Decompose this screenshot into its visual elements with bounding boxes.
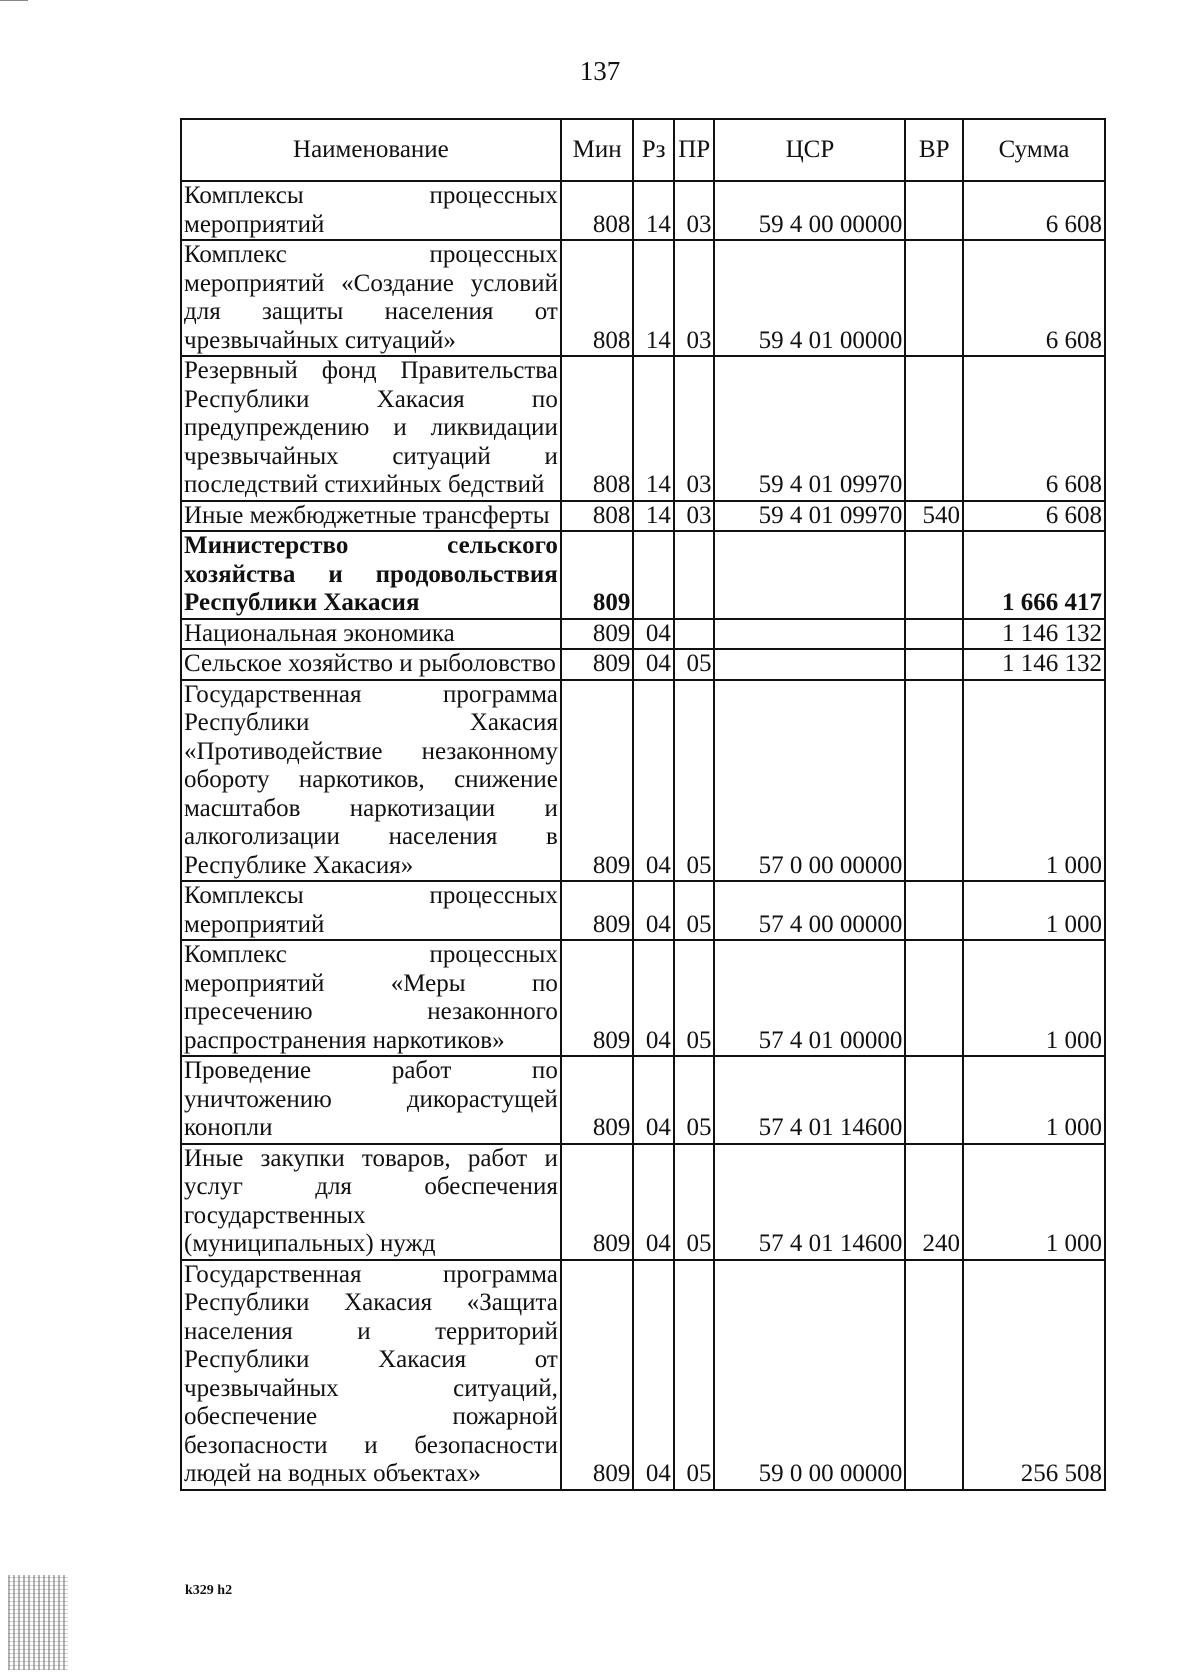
cell-vr [905,680,963,882]
cell-rz: 14 [633,501,674,532]
cell-pr [674,531,715,619]
cell-csr [714,619,905,650]
cell-name: Государственная программа Республики Хакасия «Защита населения и территорий Республики Хакасия от чрезвычайных ситуаций, обеспечение пожарной безопасности и безопасности людей на водных объектах» [181,1260,561,1490]
header-name: Наименование [181,119,561,181]
cell-name: Комплексы процессных мероприятий [181,881,561,940]
cell-name: Комплекс процессных мероприятий «Меры по пресечению незаконного распространения наркотиков» [181,940,561,1056]
cell-pr: 05 [674,649,715,680]
cell-min: 809 [561,940,634,1056]
cell-rz [633,531,674,619]
cell-name: Иные межбюджетные трансферты [181,501,561,532]
cell-pr: 05 [674,1056,715,1144]
cell-sum: 6 608 [963,356,1105,501]
header-min: Мин [561,119,634,181]
cell-sum: 1 000 [963,1144,1105,1260]
cell-min: 809 [561,1260,634,1490]
cell-name: Комплексы процессных мероприятий [181,181,561,240]
cell-pr: 03 [674,240,715,356]
footer-code: k329 h2 [185,1583,233,1598]
cell-csr: 59 4 00 00000 [714,181,905,240]
cell-csr: 57 4 01 14600 [714,1144,905,1260]
header-rz: Рз [633,119,674,181]
cell-csr: 59 4 01 00000 [714,240,905,356]
cell-csr [714,531,905,619]
cell-sum: 1 000 [963,940,1105,1056]
cell-sum: 1 000 [963,881,1105,940]
cell-rz: 14 [633,240,674,356]
table-row [181,881,1105,940]
cell-vr [905,619,963,650]
table-row [181,531,1105,619]
table-row [181,619,1105,650]
cell-sum: 1 146 132 [963,649,1105,680]
cell-min: 808 [561,181,634,240]
cell-vr [905,881,963,940]
table-row [181,181,1105,240]
cell-min: 809 [561,619,634,650]
cell-vr [905,240,963,356]
cell-min: 809 [561,881,634,940]
cell-min: 809 [561,680,634,882]
cell-vr [905,1260,963,1490]
cell-min: 809 [561,531,634,619]
cell-vr [905,649,963,680]
header-sum: Сумма [963,119,1105,181]
cell-pr: 05 [674,940,715,1056]
cell-vr [905,940,963,1056]
cell-csr [714,649,905,680]
cell-name: Государственная программа Республики Хакасия «Противодействие незаконному обороту наркотиков, снижение масштабов наркотизации и алкоголизации населения в Республике Хакасия» [181,680,561,882]
cell-name: Национальная экономика [181,619,561,650]
header-pr: ПР [674,119,715,181]
cell-min: 808 [561,356,634,501]
cell-name: Иные закупки товаров, работ и услуг для обеспечения государственных (муниципальных) нужд [181,1144,561,1260]
cell-min: 809 [561,649,634,680]
cell-rz: 04 [633,619,674,650]
cell-pr: 03 [674,356,715,501]
page-number: 137 [579,56,621,86]
cell-vr: 240 [905,1144,963,1260]
table-body [181,181,1105,1490]
cell-pr: 05 [674,1260,715,1490]
table-header-row [181,119,1105,181]
table-row [181,649,1105,680]
cell-rz: 04 [633,1260,674,1490]
cell-csr: 57 4 00 00000 [714,881,905,940]
cell-csr: 57 0 00 00000 [714,680,905,882]
cell-name: Резервный фонд Правительства Республики Хакасия по предупреждению и ликвидации чрезвычайных ситуаций и последствий стихийных бедствий [181,356,561,501]
cell-rz: 14 [633,356,674,501]
table-row [181,680,1105,882]
cell-csr: 57 4 01 14600 [714,1056,905,1144]
cell-sum: 1 000 [963,1056,1105,1144]
scan-edge-mark [0,0,28,7]
cell-min: 808 [561,240,634,356]
table-row [181,1260,1105,1490]
cell-name: Сельское хозяйство и рыболовство [181,649,561,680]
cell-vr [905,181,963,240]
cell-sum: 1 666 417 [963,531,1105,619]
cell-rz: 04 [633,940,674,1056]
cell-rz: 14 [633,181,674,240]
cell-rz: 04 [633,680,674,882]
cell-min: 808 [561,501,634,532]
header-csr: ЦСР [714,119,905,181]
cell-rz: 04 [633,881,674,940]
cell-pr [674,619,715,650]
cell-pr: 03 [674,181,715,240]
scan-artifact [8,1575,68,1670]
cell-vr [905,1056,963,1144]
cell-min: 809 [561,1056,634,1144]
cell-vr: 540 [905,501,963,532]
cell-sum: 1 146 132 [963,619,1105,650]
table-row [181,501,1105,532]
cell-pr: 05 [674,680,715,882]
cell-sum: 6 608 [963,501,1105,532]
cell-csr: 59 0 00 00000 [714,1260,905,1490]
cell-name: Проведение работ по уничтожению дикорастущей конопли [181,1056,561,1144]
cell-min: 809 [561,1144,634,1260]
cell-sum: 6 608 [963,181,1105,240]
cell-rz: 04 [633,1144,674,1260]
table-row [181,1056,1105,1144]
table-row [181,940,1105,1056]
cell-pr: 05 [674,881,715,940]
cell-csr: 57 4 01 00000 [714,940,905,1056]
table-row [181,1144,1105,1260]
table-row [181,240,1105,356]
cell-sum: 6 608 [963,240,1105,356]
cell-vr [905,531,963,619]
table-row [181,356,1105,501]
cell-pr: 05 [674,1144,715,1260]
cell-csr: 59 4 01 09970 [714,501,905,532]
cell-rz: 04 [633,1056,674,1144]
cell-sum: 1 000 [963,680,1105,882]
header-vr: ВР [905,119,963,181]
cell-pr: 03 [674,501,715,532]
cell-name: Комплекс процессных мероприятий «Создание условий для защиты населения от чрезвычайных ситуаций» [181,240,561,356]
cell-rz: 04 [633,649,674,680]
budget-table [180,118,1106,1491]
cell-csr: 59 4 01 09970 [714,356,905,501]
cell-vr [905,356,963,501]
cell-sum: 256 508 [963,1260,1105,1490]
cell-name: Министерство сельского хозяйства и продовольствия Республики Хакасия [181,531,561,619]
